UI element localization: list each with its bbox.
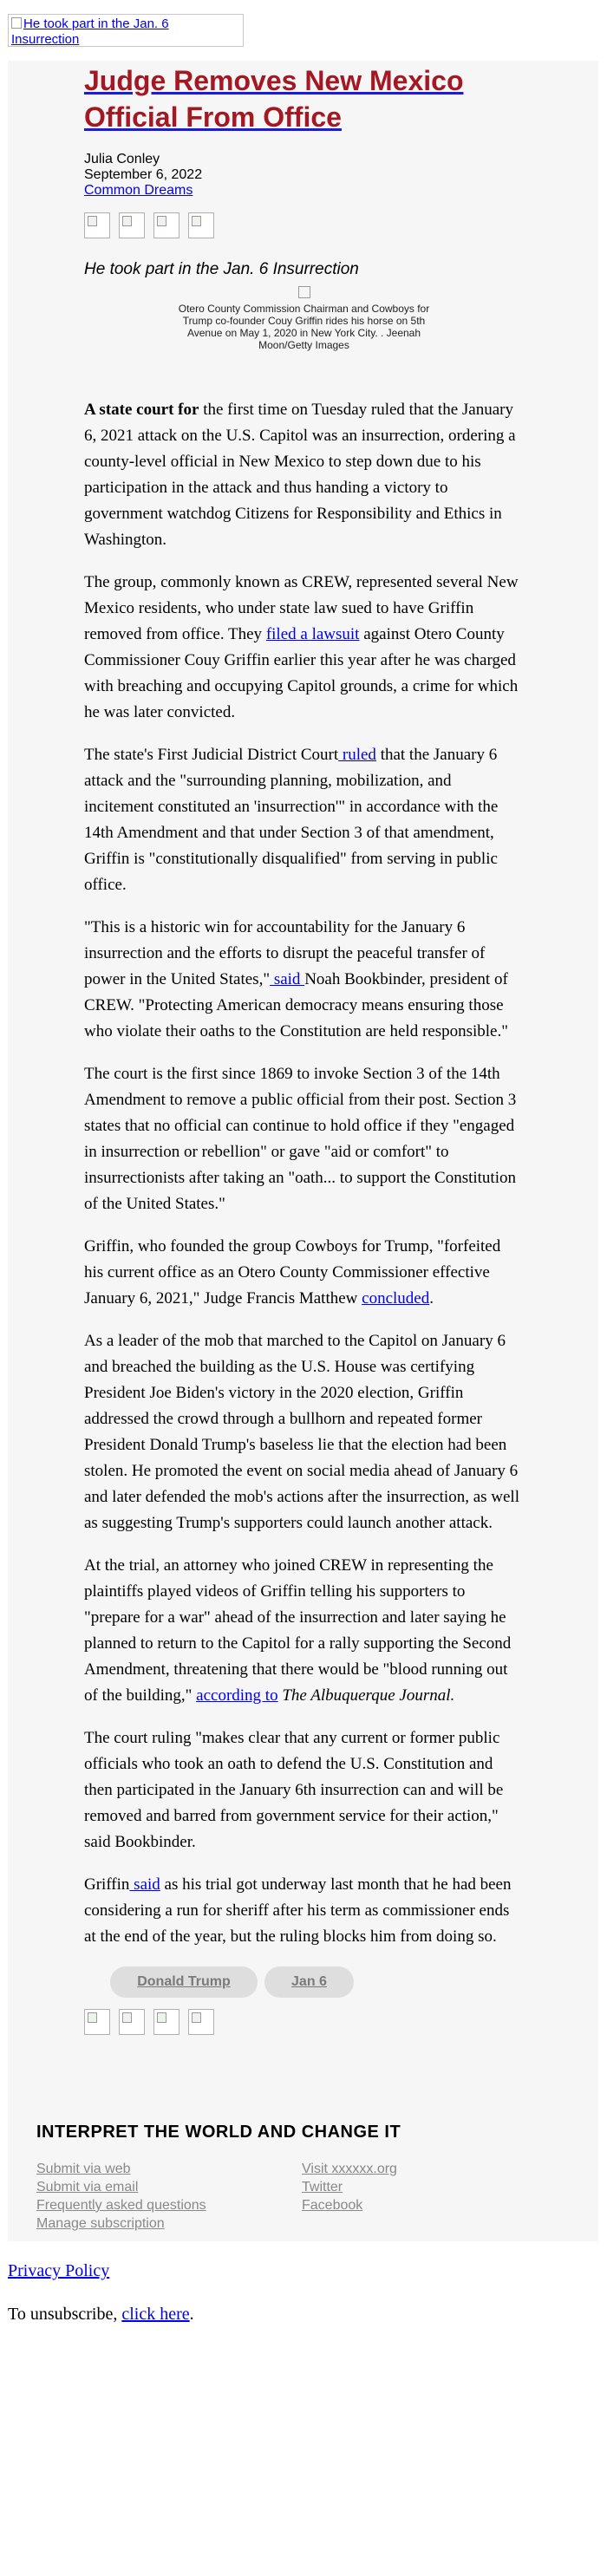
visit-site-link[interactable]: Visit xxxxxx.org [302, 2162, 397, 2176]
share-icon[interactable] [188, 212, 214, 238]
paragraph-text: Griffin, who founded the group Cowboys for Trump, "forfeited his current office as an Otero County Commissioner effective January 6, 2021," Judge Francis Matthew [84, 1237, 501, 1308]
share-icons-top [84, 212, 524, 238]
share-icon[interactable] [84, 212, 110, 238]
submit-email-link[interactable]: Submit via email [36, 2180, 139, 2194]
paragraph [84, 915, 524, 1045]
lead-in: A state court for [84, 401, 199, 419]
page-footer [0, 2260, 607, 2325]
paragraph: As a leader of the mob that marched to the Capitol on January 6 and breached the building as the U.S. House was certifying President Joe Biden's victory in the 2020 election, Griffin addressed the crowd through a bullhorn and repeated former President Donald Trump's baseless lie that the election had been stolen. He promoted the event on social media ahead of January 6 and later defended the mob's actions after the insurrection, as well as suggesting Trump's supporters could launch another attack. [84, 1332, 519, 1532]
according-to-link[interactable]: according to [196, 1686, 278, 1705]
facebook-link[interactable]: Facebook [302, 2198, 363, 2213]
source-link[interactable]: Common Dreams [84, 183, 193, 198]
unsubscribe-row [8, 2304, 607, 2325]
publish-date: September 6, 2022 [84, 167, 203, 182]
unsubscribe-suffix: . [189, 2305, 194, 2324]
tag-list [84, 1966, 524, 1998]
article [8, 61, 598, 2035]
share-icons-bottom [84, 2009, 524, 2035]
privacy-policy-link[interactable]: Privacy Policy [8, 2261, 110, 2280]
privacy-row [8, 2260, 607, 2281]
share-icon[interactable] [84, 2009, 110, 2035]
paragraph-text: "This is a historic win for accountability for the January 6 insurrection and the efforts to disrupt the peaceful transfer of power in the United States," [84, 918, 486, 988]
faq-link[interactable]: Frequently asked questions [36, 2198, 206, 2213]
said-link[interactable]: said [270, 970, 305, 988]
paragraph [84, 1872, 524, 1950]
newsletter-body [8, 61, 598, 2241]
share-icon[interactable] [188, 2009, 214, 2035]
paragraph: The court ruling "makes clear that any current or former public officials who took an oath to defend the U.S. Constitution and then participated in the January 6th insurrection can and will be removed and barred from government service for their action," said Bookbinder. [84, 1729, 504, 1851]
ruled-link[interactable]: ruled [338, 746, 376, 764]
paragraph-text: . [429, 1289, 434, 1308]
manage-subscription-link[interactable]: Manage subscription [36, 2216, 165, 2231]
tag-donald-trump[interactable]: Donald Trump [110, 1966, 258, 1998]
paragraph-text: against Otero County Commissioner Couy Griffin earlier this year after he was charged with breaching and occupying Capitol grounds, a crime for which he was later convicted. [84, 625, 519, 721]
article-meta [84, 152, 524, 199]
paragraph [84, 397, 524, 553]
unsubscribe-text: To unsubscribe, [8, 2305, 122, 2324]
submit-web-link[interactable]: Submit via web [36, 2162, 131, 2176]
article-body [84, 397, 524, 1950]
said-link[interactable]: said [129, 1875, 160, 1894]
interpret-heading: INTERPRET THE WORLD AND CHANGE IT [36, 2123, 401, 2142]
paragraph [84, 742, 524, 898]
paragraph-text: that the January 6 attack and the "surrounding planning, mobilization, and incitement constituted an 'insurrection'" in accordance with the 14th Amendment and that under Section 3 of that amendment, Griffin is "constitutionally disqualified" from serving in public office. [84, 746, 499, 894]
article-title [84, 62, 524, 135]
share-icon[interactable] [119, 212, 145, 238]
share-icon[interactable] [153, 2009, 179, 2035]
interpret-section [8, 2122, 598, 2233]
paragraph-text: the first time on Tuesday ruled that the January 6, 2021 attack on the U.S. Capitol was an insurrection, ordering a county-level official in New Mexico to step down due to his participation in the attack and thus handing a victory to government watchdog Citizens for Responsibility and Ethics in Washington. [84, 401, 516, 549]
paragraph [84, 570, 524, 726]
paragraph-text: The state's First Judicial District Court [84, 746, 339, 764]
paragraph-text: The group, commonly known as CREW, represented several New Mexico residents, who under state law sued to have Griffin removed from office. They [84, 573, 519, 643]
publication-name: The Albuquerque Journal. [282, 1686, 455, 1705]
author: Julia Conley [84, 152, 160, 166]
share-icon[interactable] [119, 2009, 145, 2035]
paragraph-text: as his trial got underway last month that he had been considering a run for sheriff after his term as commissioner ends at the end of the year, but the ruling blocks him from doing so. [84, 1875, 512, 1946]
unsubscribe-link[interactable]: click here [121, 2305, 190, 2324]
twitter-link[interactable]: Twitter [302, 2180, 343, 2194]
article-subhead: He took part in the Jan. 6 Insurrection [84, 260, 359, 278]
lawsuit-link[interactable]: filed a lawsuit [265, 625, 360, 643]
article-figure [84, 286, 524, 351]
paragraph: The court is the first since 1869 to invoke Section 3 of the 14th Amendment to remove a public official from their post. Section 3 states that no official can continue to hold office if they "engaged in insurrection or rebellion" or gave "aid or comfort" to insurrectionists after taking an "oath... to support the Constitution of the United States." [84, 1065, 517, 1213]
footer-links [36, 2160, 598, 2233]
header-banner-image[interactable] [8, 14, 244, 47]
tag-jan-6[interactable]: Jan 6 [264, 1966, 354, 1998]
paragraph-text: At the trial, an attorney who joined CREW in representing the plaintiffs played videos of Griffin telling his supporters to "prepare for a war" ahead of the insurrection and later saying he planned to return to the Capitol for a rally supporting the Second Amendment, threatening that there would be "blood running out of the building," [84, 1556, 512, 1705]
image-caption: Otero County Commission Chairman and Cowboys for Trump co-founder Couy Griffin rides his horse on 5th Avenue on May 1, 2020 in New York City. . Jeenah Moon/Getty Images [178, 303, 430, 351]
paragraph-text: Griffin [84, 1875, 130, 1894]
paragraph [84, 1553, 524, 1709]
article-title-link[interactable]: Judge Removes New Mexico Official From Office [84, 65, 464, 133]
share-icon[interactable] [153, 212, 179, 238]
banner-alt-text: He took part in the Jan. 6 Insurrection [11, 16, 169, 47]
broken-image-icon [11, 17, 22, 29]
paragraph-text: Noah Bookbinder, president of CREW. "Protecting American democracy means ensuring those who violate their oaths to the Constitution are held responsible." [84, 970, 508, 1040]
paragraph [84, 1234, 524, 1312]
broken-image-icon [298, 286, 310, 298]
concluded-link[interactable]: concluded [362, 1289, 430, 1308]
